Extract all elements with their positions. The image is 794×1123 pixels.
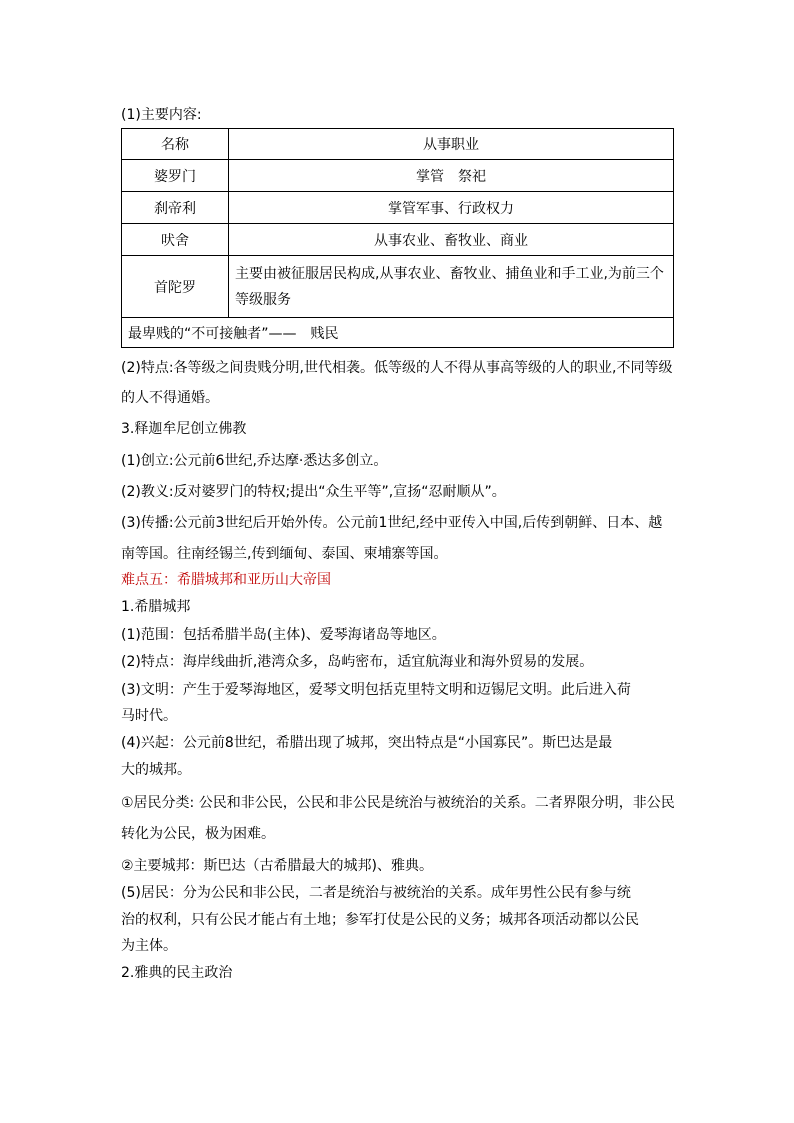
text-line: (5)居民：分为公民和非公民，二者是统治与被统治的关系。成年男性公民有参与统 bbox=[121, 885, 631, 901]
text-line: 大的城邦。 bbox=[121, 762, 191, 778]
table-footer-row bbox=[122, 318, 674, 348]
table-cell-occupation: 掌管 祭祀 bbox=[229, 160, 674, 192]
text-line: (3)文明：产生于爱琴海地区，爱琴文明包括克里特文明和迈锡尼文明。此后进入荷 bbox=[121, 682, 631, 698]
table-row bbox=[122, 256, 674, 318]
text-line: 马时代。 bbox=[121, 708, 177, 724]
text-line: (4)兴起：公元前8世纪，希腊出现了城邦，突出特点是“小国寡民”。斯巴达是最 bbox=[121, 735, 613, 751]
table-cell-line: 等级服务 bbox=[235, 291, 291, 308]
table-row bbox=[122, 192, 674, 224]
text-line: (3)传播:公元前3世纪后开始外传。公元前1世纪,经中亚传入中国,后传到朝鲜、日本、越 bbox=[121, 515, 663, 531]
text-line: (1)创立:公元前6世纪,乔达摩·悉达多创立。 bbox=[121, 453, 388, 469]
table-row bbox=[122, 224, 674, 256]
text-line: 为主体。 bbox=[121, 938, 177, 954]
caste-table bbox=[121, 128, 674, 348]
table-header-row bbox=[122, 129, 674, 160]
difficulty-heading: 难点五：希腊城邦和亚历山大帝国 bbox=[121, 572, 331, 588]
text-line: 的人不得通婚。 bbox=[121, 390, 219, 406]
table-footer-note: 最卑贱的“不可接触者”—— 贱民 bbox=[122, 318, 674, 348]
table-cell-caste: 刹帝利 bbox=[122, 192, 229, 224]
table-row bbox=[122, 160, 674, 192]
table-header-occupation: 从事职业 bbox=[229, 129, 674, 160]
table-cell-occupation: 掌管军事、行政权力 bbox=[229, 192, 674, 224]
table-cell-caste: 吠舍 bbox=[122, 224, 229, 256]
table-cell-occupation: 从事农业、畜牧业、商业 bbox=[229, 224, 674, 256]
text-line: (2)教义:反对婆罗门的特权;提出“众生平等”,宣扬“忍耐顺从”。 bbox=[121, 484, 506, 500]
section-heading: 2.雅典的民主政治 bbox=[121, 965, 233, 981]
section-heading: 1.希腊城邦 bbox=[121, 599, 191, 615]
table-cell-caste: 首陀罗 bbox=[122, 256, 229, 318]
text-line: (1)范围：包括希腊半岛(主体)、爱琴海诸岛等地区。 bbox=[121, 627, 446, 643]
content-heading: (1)主要内容: bbox=[121, 107, 202, 123]
text-line: (2)特点：海岸线曲折,港湾众多，岛屿密布，适宜航海业和海外贸易的发展。 bbox=[121, 654, 594, 670]
text-line: 治的权利，只有公民才能占有土地；参军打仗是公民的义务；城邦各项活动都以公民 bbox=[121, 912, 639, 928]
table-cell-occupation bbox=[229, 256, 674, 318]
table-header-name: 名称 bbox=[122, 129, 229, 160]
text-line: 转化为公民，极为困难。 bbox=[121, 826, 275, 842]
table-cell-caste: 婆罗门 bbox=[122, 160, 229, 192]
text-line: ②主要城邦：斯巴达（古希腊最大的城邦)、雅典。 bbox=[121, 858, 434, 874]
table-cell-line: 主要由被征服居民构成,从事农业、畜牧业、捕鱼业和手工业,为前三个 bbox=[235, 265, 664, 282]
text-line: ①居民分类: 公民和非公民，公民和非公民是统治与被统治的关系。二者界限分明，非公民 bbox=[121, 795, 675, 811]
text-line: 南等国。往南经锡兰,传到缅甸、泰国、柬埔寨等国。 bbox=[121, 546, 448, 562]
section-heading: 3.释迦牟尼创立佛教 bbox=[121, 421, 247, 437]
text-line: (2)特点:各等级之间贵贱分明,世代相袭。低等级的人不得从事高等级的人的职业,不同等级 bbox=[121, 360, 673, 376]
